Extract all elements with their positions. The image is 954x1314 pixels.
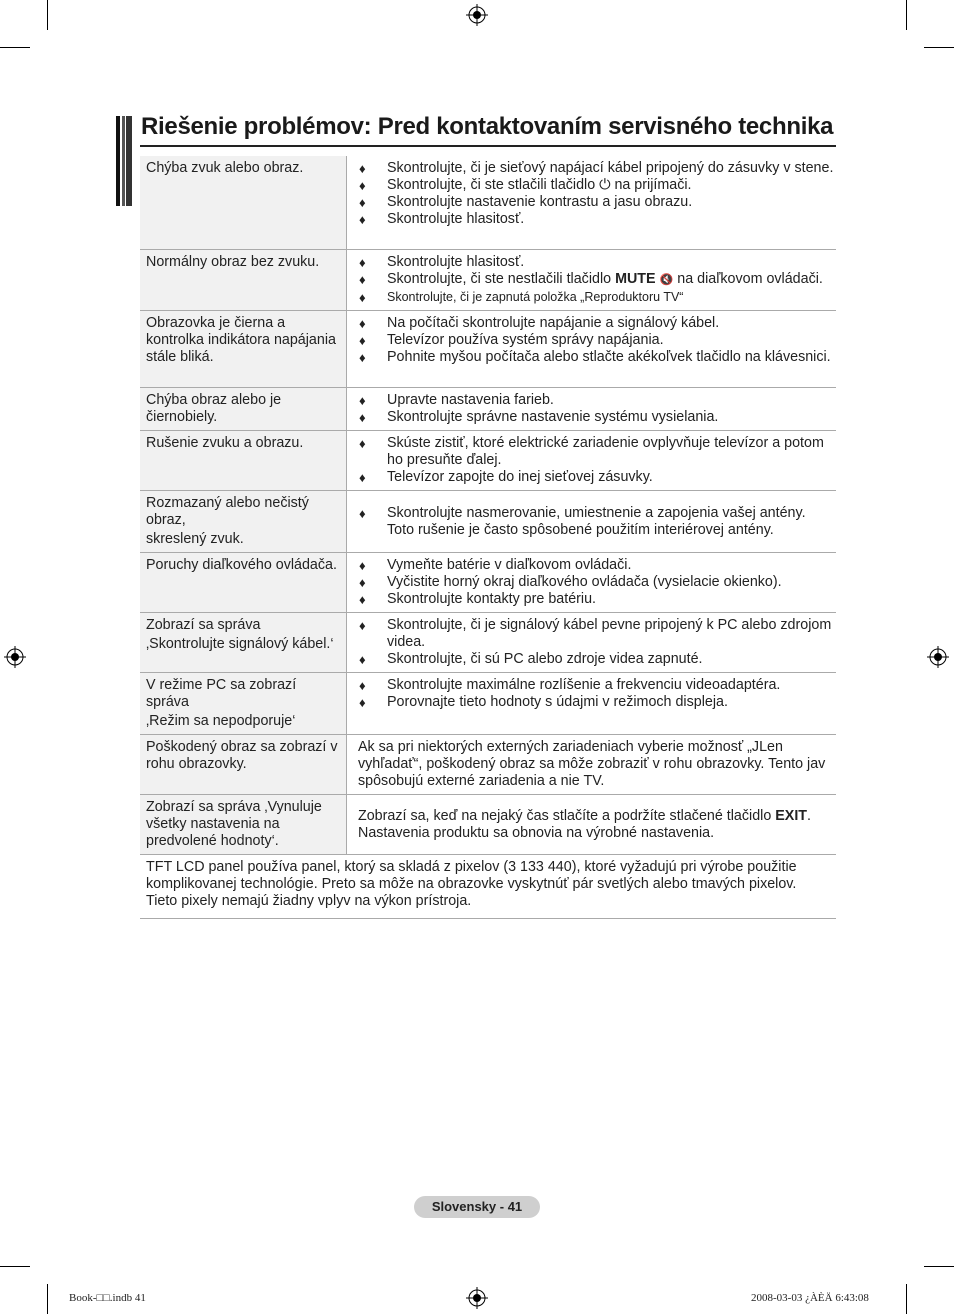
- problem-cell: Chýba obraz alebo je čiernobiely.: [140, 388, 347, 430]
- solution-cell: [347, 156, 836, 249]
- table-row: [140, 430, 836, 490]
- table-row: [140, 552, 836, 612]
- bullet-item: ♦ Skontrolujte, či je signálový kábel pevne pripojený k PC alebo zdrojom videa.: [347, 617, 836, 651]
- bullet-diamond-icon: ♦: [359, 195, 366, 210]
- troubleshooting-table: [140, 156, 836, 919]
- print-slug-right: 2008-03-03 ¿ÀÈÄ 6:43:08: [751, 1292, 869, 1304]
- bullet-item: ♦ Skúste zistiť, ktoré elektrické zariadenie ovplyvňuje televízor a potom ho presuňte ďalej.: [347, 435, 836, 469]
- bullet-item: ♦ Skontrolujte, či je zapnutá položka „Reproduktoru TV“: [347, 289, 836, 306]
- crop-mark: [0, 1266, 30, 1267]
- bullet-diamond-icon: ♦: [359, 212, 366, 227]
- bullet-item: ♦ Vyčistite horný okraj diaľkového ovládača (vysielacie okienko).: [347, 574, 836, 591]
- crop-mark: [47, 1284, 48, 1314]
- solution-text: Zobrazí sa, keď na nejaký čas stlačíte a podržíte stlačené tlačidlo EXIT. Nastavenia produktu sa obnovia na výrobné nastavenia.: [358, 807, 812, 841]
- registration-mark-icon: [466, 4, 488, 26]
- print-slug-left: Book-□□.indb 41: [69, 1292, 146, 1304]
- table-row: [140, 672, 836, 734]
- bullet-diamond-icon: ♦: [359, 592, 366, 607]
- bullet-diamond-icon: ♦: [359, 695, 366, 710]
- bullet-item: ♦ Pohnite myšou počítača alebo stlačte akékoľvek tlačidlo na klávesnici.: [347, 349, 836, 366]
- problem-cell: Poškodený obraz sa zobrazí v rohu obrazovky.: [140, 735, 347, 794]
- bullet-item: ♦ Televízor zapojte do inej sieťovej zásuvky.: [347, 469, 836, 486]
- bullet-diamond-icon: ♦: [359, 618, 366, 633]
- table-row: [140, 387, 836, 430]
- mute-icon: 🔇: [659, 274, 674, 286]
- bullet-item: ♦ Na počítači skontrolujte napájanie a signálový kábel.: [347, 315, 836, 332]
- tft-lcd-note: TFT LCD panel používa panel, ktorý sa skladá z pixelov (3 133 440), ktoré vyžadujú pri výrobe použitie komplikovanej technológie. Preto sa môže na obrazovke vyskytnúť pár svetlých alebo tmavých pixelov. Tieto pixely nemajú žiadny vplyv na výkon prístroja.: [140, 854, 836, 918]
- bullet-diamond-icon: ♦: [359, 290, 366, 305]
- bullet-diamond-icon: ♦: [359, 255, 366, 270]
- problem-cell: Obrazovka je čierna a kontrolka indikátora napájania stále bliká.: [140, 311, 347, 387]
- solution-text: Ak sa pri niektorých externých zariadeniach vyberie možnosť „JLen vyhľadať“, poškodený obraz sa môže zobraziť v rohu obrazovky. Tento jav spôsobujú externé zariadenia a nie TV.: [358, 739, 826, 789]
- bullet-diamond-icon: ♦: [359, 272, 366, 287]
- solution-cell: [347, 795, 836, 854]
- crop-mark: [906, 0, 907, 30]
- problem-cell: Rušenie zvuku a obrazu.: [140, 431, 347, 490]
- crop-mark: [924, 47, 954, 48]
- bullet-diamond-icon: ♦: [359, 652, 366, 667]
- registration-mark-icon: [927, 646, 949, 668]
- crop-mark: [47, 0, 48, 30]
- problem-cell: Zobrazí sa správa ‚Skontrolujte signálový kábel.‘: [140, 613, 347, 672]
- title-accent-bar: [116, 116, 132, 206]
- solution-cell: [347, 673, 836, 734]
- solution-cell: [347, 553, 836, 612]
- page-title: Riešenie problémov: Pred kontaktovaním servisného technika: [141, 113, 834, 140]
- table-row: [140, 156, 836, 249]
- crop-mark: [906, 1284, 907, 1314]
- solution-cell: [347, 491, 836, 552]
- bullet-item: ♦ Skontrolujte kontakty pre batériu.: [347, 591, 836, 608]
- bullet-diamond-icon: ♦: [359, 558, 366, 573]
- problem-cell: Rozmazaný alebo nečistý obraz, skreslený zvuk.: [140, 491, 347, 552]
- bullet-diamond-icon: ♦: [359, 575, 366, 590]
- table-row: [140, 310, 836, 387]
- bullet-item: ♦ Skontrolujte správne nastavenie systému vysielania.: [347, 409, 836, 426]
- solution-cell: [347, 388, 836, 430]
- bullet-item: ♦ Skontrolujte, či sú PC alebo zdroje videa zapnuté.: [347, 651, 836, 668]
- solution-cell: [347, 431, 836, 490]
- bullet-diamond-icon: ♦: [359, 178, 366, 193]
- bullet-diamond-icon: ♦: [359, 333, 366, 348]
- bullet-item: ♦ Porovnajte tieto hodnoty s údajmi v režimoch displeja.: [347, 694, 836, 711]
- table-row: [140, 794, 836, 854]
- title-underline: [140, 145, 836, 147]
- bullet-diamond-icon: ♦: [359, 505, 366, 521]
- table-row: [140, 490, 836, 552]
- bullet-item: ♦ Vymeňte batérie v diaľkovom ovládači.: [347, 557, 836, 574]
- bullet-diamond-icon: ♦: [359, 436, 366, 451]
- solution-cell: [347, 735, 836, 794]
- crop-mark: [924, 1266, 954, 1267]
- solution-cell: [347, 613, 836, 672]
- bullet-diamond-icon: ♦: [359, 350, 366, 365]
- bullet-item: ♦ Skontrolujte, či ste stlačili tlačidlo ⏻ na prijímači.: [347, 177, 836, 194]
- bullet-diamond-icon: ♦: [359, 316, 366, 331]
- bullet-item: ♦ Skontrolujte nastavenie kontrastu a jasu obrazu.: [347, 194, 836, 211]
- bullet-item: ♦ Skontrolujte hlasitosť.: [347, 254, 836, 271]
- problem-cell: Poruchy diaľkového ovládača.: [140, 553, 347, 612]
- bullet-diamond-icon: ♦: [359, 410, 366, 425]
- mute-label: MUTE: [615, 271, 656, 287]
- crop-mark: [0, 47, 30, 48]
- bullet-item: ♦ Skontrolujte maximálne rozlíšenie a frekvenciu videoadaptéra.: [347, 677, 836, 694]
- bullet-diamond-icon: ♦: [359, 393, 366, 408]
- exit-label: EXIT: [775, 807, 808, 824]
- bullet-diamond-icon: ♦: [359, 678, 366, 693]
- bullet-diamond-icon: ♦: [359, 161, 366, 176]
- registration-mark-icon: [466, 1287, 488, 1309]
- problem-cell: Normálny obraz bez zvuku.: [140, 250, 347, 310]
- problem-cell: V režime PC sa zobrazí správa ‚Režim sa nepodporuje‘: [140, 673, 347, 734]
- table-row: [140, 734, 836, 794]
- solution-cell: [347, 311, 836, 387]
- bullet-item: ♦ Skontrolujte nasmerovanie, umiestnenie a zapojenia vašej antény. Toto rušenie je často spôsobené použitím interiérovej antény.: [347, 505, 836, 539]
- registration-mark-icon: [4, 646, 26, 668]
- table-row: [140, 612, 836, 672]
- solution-cell: [347, 250, 836, 310]
- page-number-badge: Slovensky - 41: [414, 1196, 540, 1218]
- bullet-item: ♦ Upravte nastavenia farieb.: [347, 392, 836, 409]
- bullet-item: ♦ Skontrolujte hlasitosť.: [347, 211, 836, 228]
- problem-cell: Chýba zvuk alebo obraz.: [140, 156, 347, 249]
- problem-cell: Zobrazí sa správa ‚Vynuluje všetky nastavenia na predvolené hodnoty‘.: [140, 795, 347, 854]
- bullet-item: ♦ Skontrolujte, či ste nestlačili tlačidlo MUTE 🔇 na diaľkovom ovládači.: [347, 271, 836, 289]
- table-row: [140, 249, 836, 310]
- bullet-diamond-icon: ♦: [359, 470, 366, 485]
- bullet-item: ♦ Skontrolujte, či je sieťový napájací kábel pripojený do zásuvky v stene.: [347, 160, 836, 177]
- bullet-item: ♦ Televízor používa systém správy napájania.: [347, 332, 836, 349]
